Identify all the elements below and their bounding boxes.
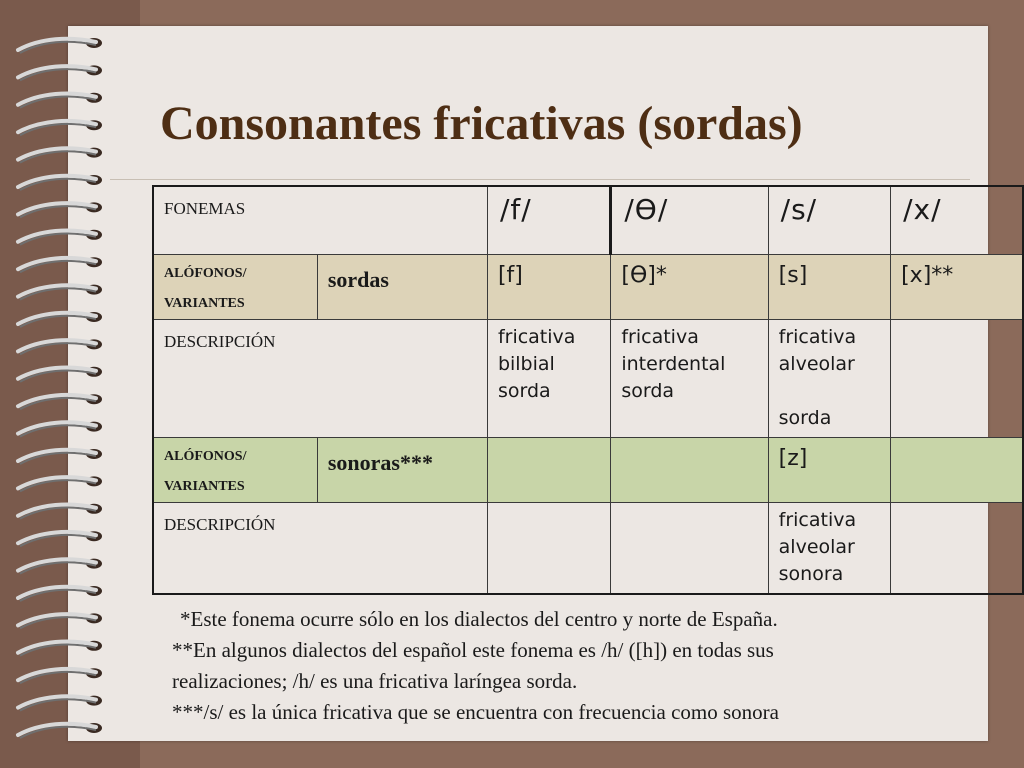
table-row-fonemas — [153, 186, 1023, 254]
header-fonemas: FONEMAS — [153, 186, 487, 254]
allophones-label-line2: VARIANTES — [164, 295, 245, 311]
spiral-ring — [18, 613, 102, 628]
description-z — [768, 502, 890, 594]
description-line: fricativa — [497, 325, 576, 348]
allophone-z: [z] — [768, 437, 890, 502]
phoneme-theta: /ϴ/ — [611, 186, 768, 254]
sonora-x-empty — [891, 437, 1023, 502]
allophone-theta: [ϴ]* — [611, 254, 768, 319]
spiral-ring — [18, 175, 102, 190]
footnote-3: ***/s/ es la única fricativa que se encuentra con frecuencia como sonora — [172, 700, 779, 724]
spiral-binding — [0, 28, 110, 740]
footnote-1: *Este fonema ocurre sólo en los dialectos del centro y norte de España. — [180, 607, 778, 631]
description2-f-empty — [487, 502, 610, 594]
spiral-ring — [18, 93, 102, 108]
allophone-x: [x]** — [891, 254, 1023, 319]
spiral-ring — [18, 559, 102, 574]
spiral-ring — [18, 230, 102, 245]
table-row-descripcion-sonoras — [153, 502, 1023, 594]
spiral-ring — [18, 586, 102, 601]
allophones-label-line1: ALÓFONOS/ — [164, 448, 247, 464]
sonora-f-empty — [487, 437, 610, 502]
description-line: interdental — [621, 352, 726, 375]
footnote-2-continued: realizaciones; /h/ es una fricativa laríngea sorda. — [172, 669, 578, 693]
type-sonoras: sonoras*** — [317, 437, 487, 502]
description-line: alveolar — [778, 535, 855, 558]
description-line: alveolar — [778, 352, 855, 375]
footnotes — [172, 604, 779, 728]
fricatives-table — [152, 185, 1024, 595]
spiral-ring — [18, 504, 102, 519]
title-divider — [110, 179, 970, 180]
allophone-s: [s] — [768, 254, 890, 319]
description-line: sorda — [497, 379, 551, 402]
spiral-ring — [18, 148, 102, 163]
phoneme-x: /x/ — [891, 186, 1023, 254]
description2-x-empty — [891, 502, 1023, 594]
table-row-descripcion-sordas — [153, 319, 1023, 437]
footnote-2: **En algunos dialectos del español este fonema es /h/ ([h]) en todas sus — [172, 638, 774, 662]
allophones-label — [153, 254, 317, 319]
table-row-sordas — [153, 254, 1023, 319]
spiral-ring — [18, 202, 102, 217]
type-sordas: sordas — [317, 254, 487, 319]
spiral-ring — [18, 65, 102, 80]
spiral-ring — [18, 422, 102, 437]
description-f — [487, 319, 610, 437]
phoneme-f: /f/ — [487, 186, 610, 254]
description-line: sonora — [778, 562, 844, 585]
phoneme-s: /s/ — [768, 186, 890, 254]
description-line: fricativa — [621, 325, 699, 348]
description-line: sorda — [778, 406, 832, 429]
descripcion-label: DESCRIPCIÓN — [153, 502, 487, 594]
allophones-label — [153, 437, 317, 502]
description-x-empty — [891, 319, 1023, 437]
spiral-ring — [18, 668, 102, 683]
description2-theta-empty — [611, 502, 768, 594]
description-line: fricativa — [778, 508, 857, 531]
allophone-f: [f] — [487, 254, 610, 319]
spiral-ring — [18, 38, 102, 53]
spiral-ring — [18, 394, 102, 409]
table-row-sonoras — [153, 437, 1023, 502]
spiral-ring — [18, 449, 102, 464]
sonora-theta-empty — [611, 437, 768, 502]
description-line: fricativa — [778, 325, 857, 348]
slide-title: Consonantes fricativas (sordas) — [160, 97, 803, 150]
description-line: sorda — [621, 379, 675, 402]
description-s — [768, 319, 890, 437]
spiral-ring — [18, 339, 102, 354]
allophones-label-line2: VARIANTES — [164, 478, 245, 494]
spiral-ring — [18, 641, 102, 656]
spiral-ring — [18, 257, 102, 272]
spiral-ring — [18, 476, 102, 491]
descripcion-label: DESCRIPCIÓN — [153, 319, 487, 437]
allophones-label-line1: ALÓFONOS/ — [164, 265, 247, 281]
spiral-ring — [18, 696, 102, 711]
spiral-ring — [18, 531, 102, 546]
spiral-ring — [18, 312, 102, 327]
description-line: bilbial — [497, 352, 555, 375]
spiral-ring — [18, 723, 102, 738]
spiral-ring — [18, 120, 102, 135]
spiral-ring — [18, 285, 102, 300]
spiral-ring — [18, 367, 102, 382]
description-theta — [611, 319, 768, 437]
